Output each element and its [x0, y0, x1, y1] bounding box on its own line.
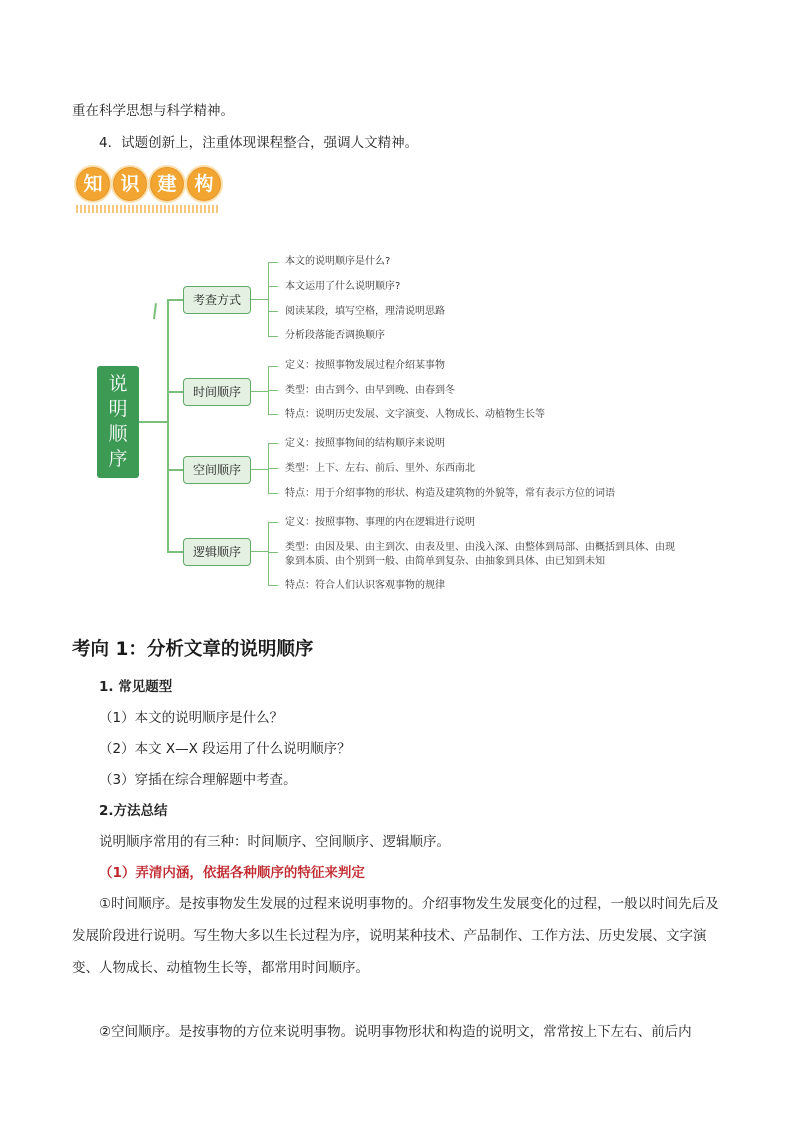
mindmap-leaf: 特点：符合人们认识客观事物的规律	[285, 580, 445, 591]
mindmap-leaf: 阅读某段，填写空格，理清说明思路	[285, 306, 445, 317]
subheading: 1. 常见题型	[99, 679, 173, 695]
mindmap-leaf: 特点：说明历史发展、文字演变、人物成长、动植物生长等	[285, 409, 545, 420]
connector-line	[268, 552, 278, 553]
root-char: 顺	[108, 423, 128, 445]
connector-line	[167, 469, 183, 471]
connector-line	[268, 468, 278, 469]
connector-line	[167, 551, 183, 553]
mindmap-leaf: 本文的说明顺序是什么?	[285, 256, 391, 267]
connector-line	[251, 469, 269, 470]
branch-exam-method: 考查方式	[183, 286, 251, 314]
connector-line	[153, 303, 156, 319]
mindmap-root	[97, 366, 139, 478]
root-char: 说	[108, 373, 128, 395]
summary-text: 说明顺序常用的有三种：时间顺序、空间顺序、逻辑顺序。	[99, 834, 450, 850]
mindmap-leaf: 定义：按照事物、事理的内在逻辑进行说明	[285, 517, 475, 528]
connector-line	[268, 262, 278, 263]
knowledge-banner	[72, 163, 222, 213]
connector-line	[251, 299, 269, 300]
connector-line	[268, 286, 278, 287]
banner-char: 识	[111, 165, 149, 203]
mindmap-leaf: 定义：按照事物间的结构顺序来说明	[285, 438, 445, 449]
mindmap-leaf: 特点：用于介绍事物的形状、构造及建筑物的外貌等，常有表示方位的词语	[285, 488, 615, 499]
mindmap-leaf: 类型：由古到今、由早到晚、由春到冬	[285, 385, 455, 396]
branch-time-order: 时间顺序	[183, 378, 251, 406]
connector-line	[167, 299, 183, 301]
connector-line	[268, 493, 278, 494]
connector-line	[268, 262, 269, 336]
connector-line	[268, 336, 278, 337]
mindmap-leaf: 本文运用了什么说明顺序?	[285, 281, 401, 292]
banner-char: 构	[185, 165, 223, 203]
connector-line	[268, 522, 269, 585]
banner-char: 知	[74, 165, 112, 203]
connector-line	[268, 414, 278, 415]
root-char: 明	[108, 398, 128, 420]
connector-line	[268, 390, 278, 391]
connector-line	[251, 551, 269, 552]
connector-line	[268, 585, 278, 586]
root-char: 序	[108, 448, 128, 470]
connector-line	[139, 421, 153, 423]
body-paragraph: ②空间顺序。是按事物的方位来说明事物。说明事物形状和构造的说明文，常常按上下左右、前后内	[99, 1024, 692, 1040]
branch-logic-order: 逻辑顺序	[183, 538, 251, 566]
question-item: （1）本文的说明顺序是什么？	[99, 710, 284, 726]
mindmap-leaf: 象到本质、由个别到一般、由简单到复杂、由抽象到具体、由已知到未知	[285, 556, 605, 567]
mindmap-leaf: 类型：上下、左右、前后、里外、东西南北	[285, 463, 475, 474]
connector-line	[268, 522, 278, 523]
mindmap-leaf: 类型：由因及果、由主到次、由表及里、由浅入深、由整体到局部、由概括到具体、由现	[285, 542, 675, 553]
section-heading: 考向 1：分析文章的说明顺序	[72, 639, 314, 660]
intro-line: 4．试题创新上，注重体现课程整合，强调人文精神。	[99, 135, 419, 151]
connector-line	[268, 443, 278, 444]
connector-line	[251, 391, 269, 392]
subheading: 2.方法总结	[99, 803, 168, 819]
connector-line	[167, 391, 183, 393]
connector-line	[268, 366, 278, 367]
method-heading: （1）弄清内涵，依据各种顺序的特征来判定	[99, 865, 365, 881]
question-item: （2）本文 X—X 段运用了什么说明顺序？	[99, 741, 351, 757]
branch-space-order: 空间顺序	[183, 456, 251, 484]
question-item: （3）穿插在综合理解题中考查。	[99, 772, 297, 788]
connector-line	[153, 421, 168, 423]
intro-line: 重在科学思想与科学精神。	[72, 103, 234, 119]
connector-line	[167, 299, 169, 551]
body-paragraph: ①时间顺序。是按事物发生发展的过程来说明事物的。介绍事物发生发展变化的过程，一般以时间先后及发展阶段进行说明。写生物大多以生长过程为序，说明某种技术、产品制作、工作方法、历史发展、文字演变、人物成长、动植物生长等，都常用时间顺序。	[72, 896, 719, 976]
banner-decoration	[76, 205, 218, 213]
banner-char: 建	[148, 165, 186, 203]
mindmap-leaf: 分析段落能否调换顺序	[285, 330, 385, 341]
connector-line	[268, 311, 278, 312]
mindmap-leaf: 定义：按照事物发展过程介绍某事物	[285, 360, 445, 371]
